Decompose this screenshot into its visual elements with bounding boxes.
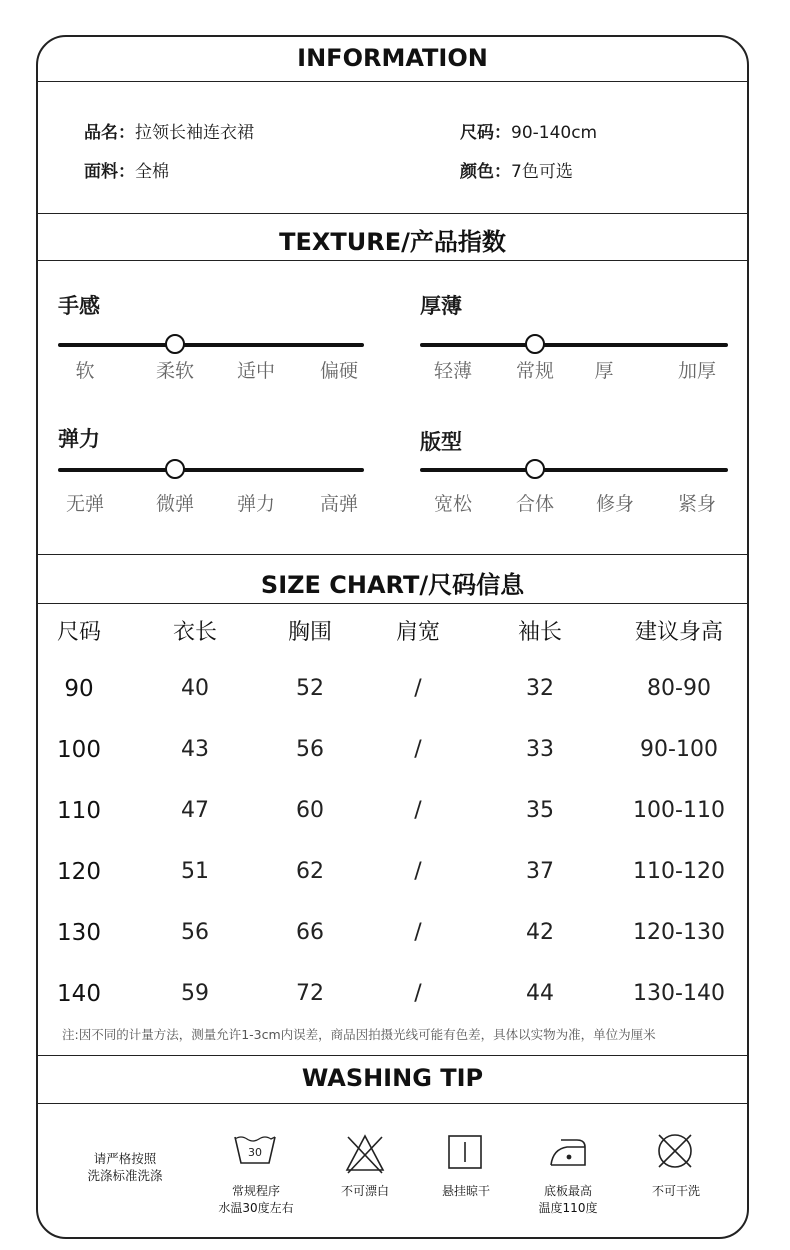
table-cell: 62 [296,859,324,884]
info-color-label: 颜色： [460,162,511,182]
table-cell: 59 [181,981,209,1006]
table-cell: / [414,920,422,945]
iron-caption-line2: 温度110度 [538,1201,598,1215]
table-cell: 44 [526,981,554,1006]
wash-caption [201,1183,311,1217]
iron-caption-line1: 底板最高 [543,1184,592,1198]
information-title: INFORMATION [297,44,488,72]
hang-dry-caption-line1: 悬挂晾干 [441,1184,490,1198]
texture-slider-track [420,343,728,347]
texture-title: TEXTURE/产品指数 [279,228,506,256]
washing-intro-line2: 洗涤标准洗涤 [87,1168,163,1183]
table-header-cell: 建议身高 [634,620,723,645]
texture-level-label: 无弹 [65,493,104,515]
texture-level-label: 柔软 [155,360,194,382]
info-fabric-label: 面料： [84,162,135,182]
hang-dry-icon [447,1133,483,1171]
table-header-cell: 胸围 [287,620,332,645]
texture-level-label: 弹力 [236,493,275,515]
texture-slider-knob [165,459,185,479]
no-bleach-icon [344,1133,386,1175]
washing-intro-line1: 请严格按照 [93,1151,157,1166]
texture-level-label: 修身 [595,493,634,515]
wash-temp-text: 30 [248,1146,262,1159]
info-size [460,118,597,143]
no-dry-clean-caption [621,1183,731,1200]
washing-title: WASHING TIP [301,1064,484,1092]
info-fabric-value: 全棉 [135,162,169,182]
divider [36,1103,749,1104]
divider [36,1055,749,1056]
wash-30-icon [232,1133,278,1169]
table-cell: / [414,798,422,823]
texture-slider-track [58,468,364,472]
table-cell: / [414,859,422,884]
table-cell: 35 [526,798,554,823]
divider [36,603,749,604]
table-cell: 56 [296,737,324,762]
texture-level-label: 常规 [515,360,554,382]
table-cell: 120 [57,859,101,885]
table-header-cell: 尺码 [56,620,101,645]
table-cell: / [414,676,422,701]
table-cell: 110-120 [633,859,725,884]
table-cell: 47 [181,798,209,823]
texture-title-0: 手感 [58,294,100,318]
table-cell: 66 [296,920,324,945]
info-size-label: 尺码： [460,123,511,143]
info-name [84,118,254,143]
table-cell: 51 [181,859,209,884]
table-cell: 100 [57,737,101,763]
size-chart-title: SIZE CHART/尺码信息 [260,571,525,599]
table-header-cell: 袖长 [517,620,562,645]
table-cell: / [414,981,422,1006]
no-dry-clean-icon [655,1131,695,1171]
texture-slider-track [58,343,364,347]
texture-title-1: 厚薄 [420,294,462,318]
iron-icon [547,1135,589,1169]
washing-intro [70,1150,180,1184]
table-cell: 60 [296,798,324,823]
table-cell: 33 [526,737,554,762]
divider [36,213,749,214]
wash-caption-line1: 常规程序 [231,1184,280,1198]
table-cell: 100-110 [633,798,725,823]
divider [36,554,749,555]
texture-level-label: 偏硬 [319,360,358,382]
texture-slider-knob [525,459,545,479]
info-name-value: 拉领长袖连衣裙 [135,123,254,143]
no-dry-clean-caption-line1: 不可干洗 [651,1184,700,1198]
texture-level-label: 紧身 [677,493,716,515]
texture-level-label: 软 [75,360,95,382]
divider [36,260,749,261]
table-cell: / [414,737,422,762]
table-cell: 130-140 [633,981,725,1006]
table-cell: 130 [57,920,101,946]
divider [36,81,749,82]
texture-level-label: 轻薄 [433,360,472,382]
texture-level-label: 厚 [594,360,614,382]
info-color-value: 7色可选 [511,162,573,182]
texture-level-label: 高弹 [319,493,358,515]
texture-title-3: 版型 [420,430,462,454]
info-fabric [84,157,169,182]
table-cell: 90-100 [640,737,718,762]
texture-level-label: 适中 [236,360,275,382]
table-cell: 52 [296,676,324,701]
measurement-note: 注:因不同的计量方法，测量允许1-3cm内误差，商品因拍摄光线可能有色差，具体以实物为准，单位为厘米 [62,1027,656,1042]
table-cell: 90 [64,676,94,702]
hang-dry-caption [411,1183,521,1200]
table-cell: 37 [526,859,554,884]
table-cell: 40 [181,676,209,701]
table-cell: 32 [526,676,554,701]
info-size-value: 90-140cm [511,123,598,143]
table-cell: 72 [296,981,324,1006]
texture-title-2: 弹力 [58,427,100,451]
table-cell: 56 [181,920,209,945]
table-cell: 120-130 [633,920,725,945]
texture-slider-track [420,468,728,472]
texture-level-label: 微弹 [155,493,194,515]
texture-level-label: 加厚 [677,360,716,382]
table-cell: 140 [57,981,101,1007]
info-color [460,157,573,182]
table-header-cell: 肩宽 [395,620,440,645]
table-cell: 80-90 [647,676,711,701]
texture-slider-knob [165,334,185,354]
wash-caption-line2: 水温30度左右 [218,1201,294,1215]
table-cell: 43 [181,737,209,762]
texture-slider-knob [525,334,545,354]
iron-caption [513,1183,623,1217]
table-cell: 110 [57,798,101,824]
info-name-label: 品名： [84,123,135,143]
texture-level-label: 宽松 [433,493,472,515]
texture-level-label: 合体 [515,493,554,515]
no-bleach-caption-line1: 不可漂白 [340,1184,389,1198]
no-bleach-caption [310,1183,420,1200]
table-header-cell: 衣长 [172,620,217,645]
table-cell: 42 [526,920,554,945]
